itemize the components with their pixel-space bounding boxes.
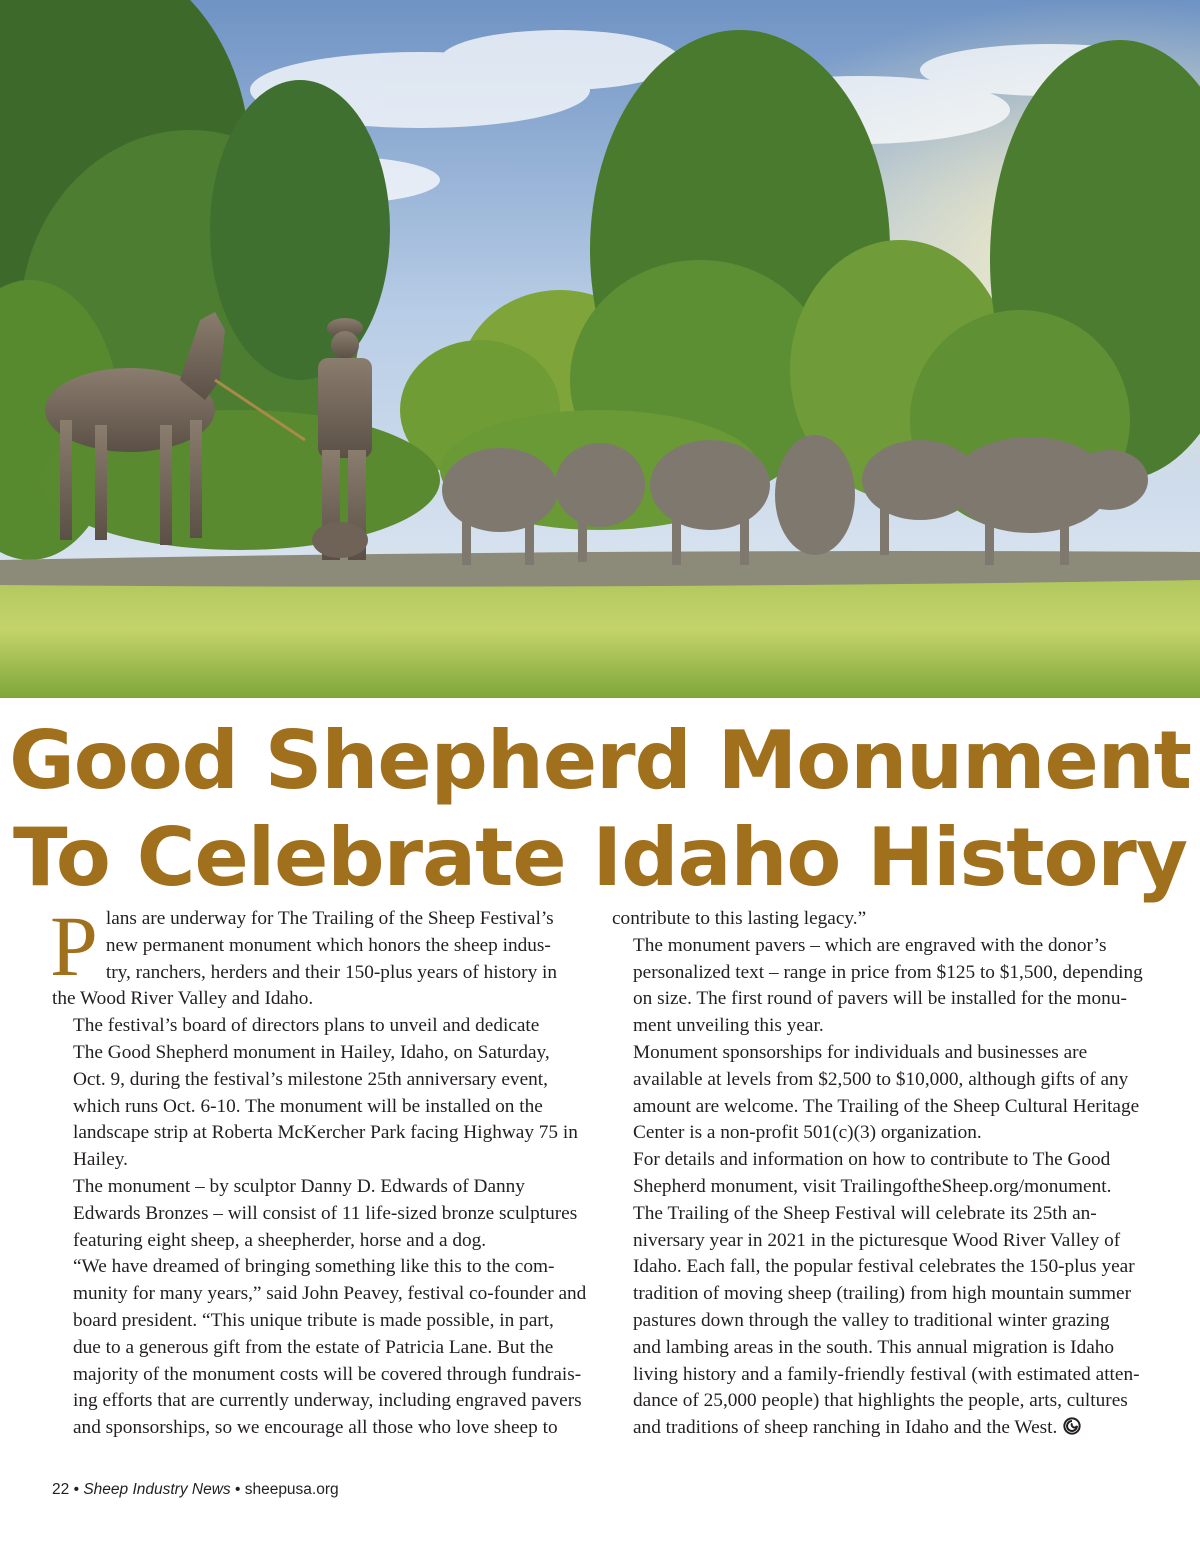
text-line: tradition of moving sheep (trailing) from high mountain summer [633, 1283, 1132, 1305]
text-line: landscape strip at Roberta McKercher Park facing Highway 75 in [73, 1122, 578, 1144]
text-line: ing efforts that are currently underway, including engraved pavers [73, 1390, 582, 1412]
text-line: Oct. 9, during the festival’s milestone 25th anniversary event, [73, 1068, 548, 1090]
text-line: due to a generous gift from the estate of Patricia Lane. But the [73, 1336, 554, 1358]
text-line: The monument – by sculptor Danny D. Edwards of Danny [73, 1175, 525, 1197]
text-line: amount are welcome. The Trailing of the Sheep Cultural Heritage [633, 1095, 1140, 1117]
dog-sculpture [312, 522, 368, 558]
text-line: living history and a family-friendly festival (with estimated atten- [633, 1363, 1140, 1385]
text-line: featuring eight sheep, a sheepherder, horse and a dog. [73, 1229, 487, 1251]
page-footer [52, 1481, 339, 1499]
text-line: available at levels from $2,500 to $10,000, although gifts of any [633, 1068, 1129, 1090]
text-line: the Wood River Valley and Idaho. [52, 988, 314, 1010]
asi-swirl-logo-icon [1063, 1417, 1081, 1435]
paragraph-dedication [52, 1013, 582, 1174]
drop-cap: P [50, 898, 98, 994]
footer-separator: • [73, 1481, 79, 1498]
text-line: The festival’s board of directors plans to unveil and dedicate [73, 1015, 540, 1037]
article-column-left [50, 898, 587, 1442]
text-line: niversary year in 2021 in the picturesque Wood River Valley of [633, 1229, 1121, 1251]
text-line: Monument sponsorships for individuals and businesses are [633, 1041, 1088, 1063]
paragraph-sponsorships [612, 1040, 1152, 1147]
headline-line-1: Good Shepherd Monument [9, 714, 1191, 807]
text-line: board president. “This unique tribute is made possible, in part, [73, 1309, 554, 1331]
footer-separator: • [234, 1481, 241, 1498]
text-line: The monument pavers – which are engraved with the donor’s [633, 934, 1107, 956]
text-line: The Good Shepherd monument in Hailey, Idaho, on Saturday, [73, 1041, 550, 1063]
text-line: and traditions of sheep ranching in Idaho and the West. [633, 1417, 1058, 1439]
paragraph-intro [50, 898, 582, 1013]
text-line: which runs Oct. 6-10. The monument will be installed on the [73, 1095, 543, 1117]
text-line: Hailey. [73, 1149, 128, 1171]
text-line: contribute to this lasting legacy.” [612, 908, 867, 929]
text-line: ment unveiling this year. [633, 1015, 824, 1037]
text-line: Edwards Bronzes – will consist of 11 life-sized bronze sculptures [73, 1202, 578, 1224]
text-line: The Trailing of the Sheep Festival will celebrate its 25th an- [633, 1202, 1097, 1224]
paragraph-details [612, 1147, 1152, 1201]
text-line: “We have dreamed of bringing something like this to the com- [73, 1256, 555, 1278]
last-line [612, 1415, 1152, 1442]
article-column-right [612, 906, 1152, 1442]
text-line: new permanent monument which honors the sheep indus- [105, 934, 551, 956]
paragraph-quote-continued [612, 906, 1152, 933]
headline-line-2: To Celebrate Idaho History [12, 811, 1188, 904]
text-line: lans are underway for The Trailing of the Sheep Festival’s [105, 908, 554, 929]
text-line: Center is a non-profit 501(c)(3) organization. [633, 1122, 982, 1144]
text-line: and lambing areas in the south. This annual migration is Idaho [633, 1336, 1115, 1358]
text-line: personalized text – range in price from $125 to $1,500, depending [633, 961, 1143, 983]
hero-photo-monument [0, 0, 1200, 698]
page-number: 22 [52, 1481, 70, 1498]
publication-name: Sheep Industry News [83, 1481, 231, 1498]
text-line: try, ranchers, herders and their 150-plus years of history in [105, 961, 558, 983]
text-line: majority of the monument costs will be covered through fundrais- [73, 1363, 582, 1385]
website-link[interactable]: sheepusa.org [244, 1481, 339, 1498]
paragraph-quote [52, 1254, 587, 1442]
text-line: pastures down through the valley to traditional winter grazing [633, 1309, 1110, 1331]
text-line: and sponsorships, so we encourage all those who love sheep to [73, 1417, 558, 1439]
monument-illustration [0, 0, 1200, 698]
text-line: Shepherd monument, visit TrailingoftheSheep.org/monument. [633, 1175, 1112, 1197]
paragraph-pavers [612, 933, 1152, 1040]
text-line: dance of 25,000 people) that highlights the people, arts, cultures [633, 1390, 1128, 1412]
text-line: munity for many years,” said John Peavey, festival co-founder and [73, 1283, 587, 1305]
text-line: For details and information on how to contribute to The Good [633, 1149, 1111, 1171]
text-line: Idaho. Each fall, the popular festival celebrates the 150-plus year [633, 1256, 1135, 1278]
article-headline [0, 712, 1200, 906]
text-line: on size. The first round of pavers will be installed for the monu- [633, 988, 1127, 1010]
paragraph-festival [612, 1201, 1152, 1442]
paragraph-sculptor [52, 1174, 582, 1254]
